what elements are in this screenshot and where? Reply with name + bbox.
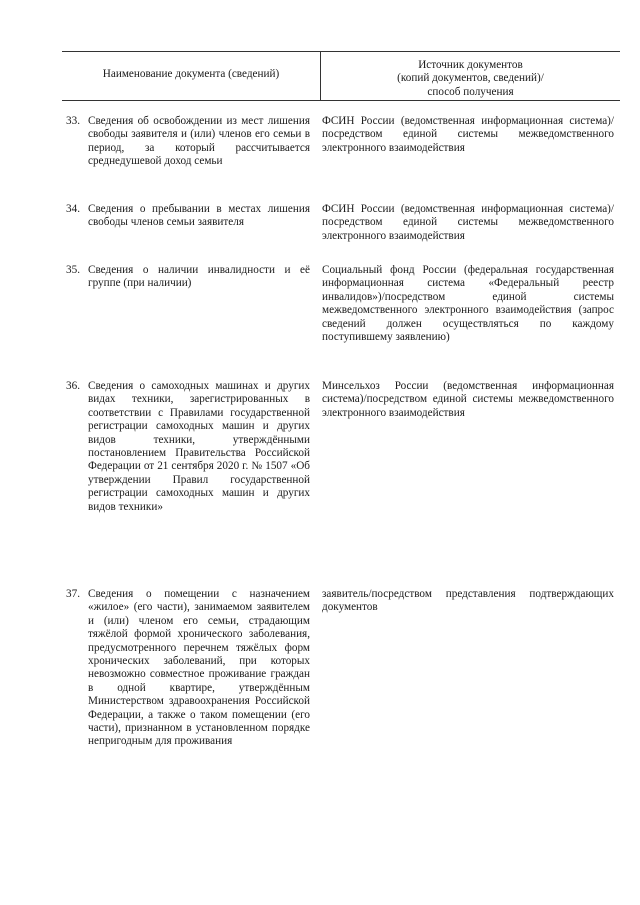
row-document-source: Минсельхоз России (ведомственная информационная система)/посредством единой системы межведомственного электронного взаимодействия	[322, 380, 614, 419]
header-source-line: Источник документов	[418, 59, 523, 71]
header-document-name: Наименование документа (сведений)	[102, 68, 280, 80]
row-number: 34.	[66, 203, 80, 215]
row-document-name: Сведения о самоходных машинах и других видах техники, зарегистрированных в соответствии с Правилами государственной регистрации самоходных машин и других видов техники, утверждёнными постановлением Правительства Российской Федерации от 21 сентября 2020 г. № 1507 «Об утверждении Правил государственной регистрации самоходных машин и других видов техники»	[88, 380, 310, 513]
row-document-source: Социальный фонд России (федеральная государственная информационная система «Федеральный реестр инвалидов»)/посредством единой системы межведомственного электронного взаимодействия (запрос сведений должен осуществляться по каждому поступившему заявлению)	[322, 264, 614, 344]
header-document-source	[321, 59, 620, 99]
header-source-line: (копий документов, сведений)/	[397, 72, 544, 85]
row-number: 36.	[66, 380, 80, 392]
row-document-source: ФСИН России (ведомственная информационная система)/посредством единой системы межведомственного электронного взаимодействия	[322, 203, 614, 242]
row-number: 33.	[66, 115, 80, 127]
row-document-name: Сведения о пребывании в местах лишения свободы членов семьи заявителя	[88, 203, 310, 229]
table-header	[62, 51, 620, 101]
row-document-name: Сведения о наличии инвалидности и её группе (при наличии)	[88, 264, 310, 290]
row-number: 35.	[66, 264, 80, 276]
row-number: 37.	[66, 588, 80, 600]
row-document-source: ФСИН России (ведомственная информационная система)/посредством единой системы межведомственного электронного взаимодействия	[322, 115, 614, 154]
header-source-line: способ получения	[427, 85, 514, 98]
row-document-name: Сведения об освобождении из мест лишения свободы заявителя и (или) членов его семьи в период, за который рассчитывается среднедушевой доход семьи	[88, 115, 310, 168]
row-document-name: Сведения о помещении с назначением «жилое» (его части), занимаемом заявителем и (или) членом его семьи, страдающим тяжёлой формой хронического заболевания, предусмотренного перечнем тяжёлых форм хронических заболеваний, при которых невозможно совместное проживание граждан в одной квартире, утверждённым Министерством здравоохранения Российской Федерации, а также о таком помещении (его части), признанном в установленном порядке непригодным для проживания	[88, 588, 310, 748]
row-document-source: заявитель/посредством представления подтверждающих документов	[322, 588, 614, 614]
